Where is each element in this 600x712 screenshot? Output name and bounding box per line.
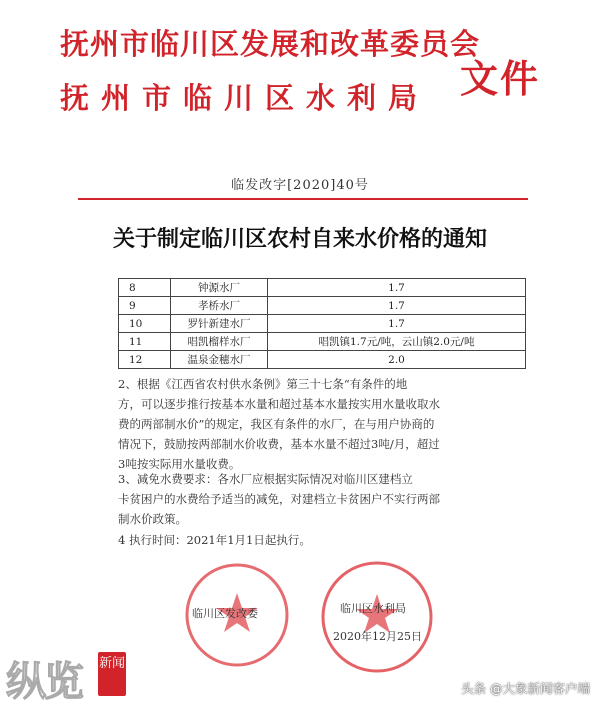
paragraph-3 <box>118 469 518 529</box>
table-row <box>119 333 526 351</box>
document-header <box>60 12 580 132</box>
price-cell: 2.0 <box>268 351 526 369</box>
plant-name-cell: 温泉金穗水厂 <box>171 351 268 369</box>
official-seal-right <box>318 558 436 676</box>
paragraph-line: 情况下，鼓励按两部制水价收费，基本水量不超过3吨/月，超过 <box>118 437 440 451</box>
price-cell: 唱凯镇1.7元/吨，云山镇2.0元/吨 <box>268 333 526 351</box>
issuer-line-1: 抚州市临川区发展和改革委员会 <box>60 27 481 61</box>
paragraph-line: 卡贫困户的水费给予适当的减免，对建档立卡贫困户不实行两部 <box>118 492 440 506</box>
watermark-badge: 新闻 <box>98 652 126 696</box>
signatory-right: 临川区水利局 <box>340 602 406 615</box>
signatory-left: 临川区发改委 <box>192 607 258 620</box>
paragraph-line: 费的两部制水价”的规定，我区有条件的水厂，在与用户协商的 <box>118 417 435 431</box>
table-row <box>119 279 526 297</box>
price-cell: 1.7 <box>268 315 526 333</box>
table-row <box>119 315 526 333</box>
row-number-cell: 10 <box>119 315 171 333</box>
plant-name-cell: 唱凯榴样水厂 <box>171 333 268 351</box>
document-title: 关于制定临川区农村自来水价格的通知 <box>112 226 487 252</box>
watermark-brand-text: 纵览 <box>6 659 82 705</box>
document-number: 临发改字[2020]40号 <box>231 178 369 193</box>
paragraph-2 <box>118 374 518 474</box>
paragraph-line: 3吨按实际用水量收费。 <box>118 457 241 471</box>
price-cell: 1.7 <box>268 297 526 315</box>
row-number-cell: 12 <box>119 351 171 369</box>
red-divider <box>78 198 528 200</box>
table-row <box>119 297 526 315</box>
row-number-cell: 9 <box>119 297 171 315</box>
issue-date: 2020年12月25日 <box>333 630 422 643</box>
plant-name-cell: 孝桥水厂 <box>171 297 268 315</box>
table-row <box>119 351 526 369</box>
watermark-source: 头条 @大象新闻客户端 <box>461 681 590 696</box>
paragraph-line: 制水价政策。 <box>118 512 187 526</box>
paragraph-4 <box>118 530 518 550</box>
watermark-brand <box>6 650 126 705</box>
price-cell: 1.7 <box>268 279 526 297</box>
row-number-cell: 11 <box>119 333 171 351</box>
water-price-table <box>118 278 526 369</box>
plant-name-cell: 罗针新建水厂 <box>171 315 268 333</box>
paragraph-line: 3、减免水费要求：各水厂应根据实际情况对临川区建档立 <box>118 472 413 486</box>
plant-name-cell: 钟源水厂 <box>171 279 268 297</box>
document-suffix: 文件 <box>460 56 541 101</box>
row-number-cell: 8 <box>119 279 171 297</box>
paragraph-line: 4 执行时间：2021年1月1日起执行。 <box>118 533 311 547</box>
paragraph-line: 方，可以逐步推行按基本水量和超过基本水量按实用水量收取水 <box>118 397 440 411</box>
issuer-line-2: 抚州市临川区水利局 <box>60 81 430 115</box>
paragraph-line: 2、根据《江西省农村供水条例》第三十七条“有条件的地 <box>118 377 408 391</box>
